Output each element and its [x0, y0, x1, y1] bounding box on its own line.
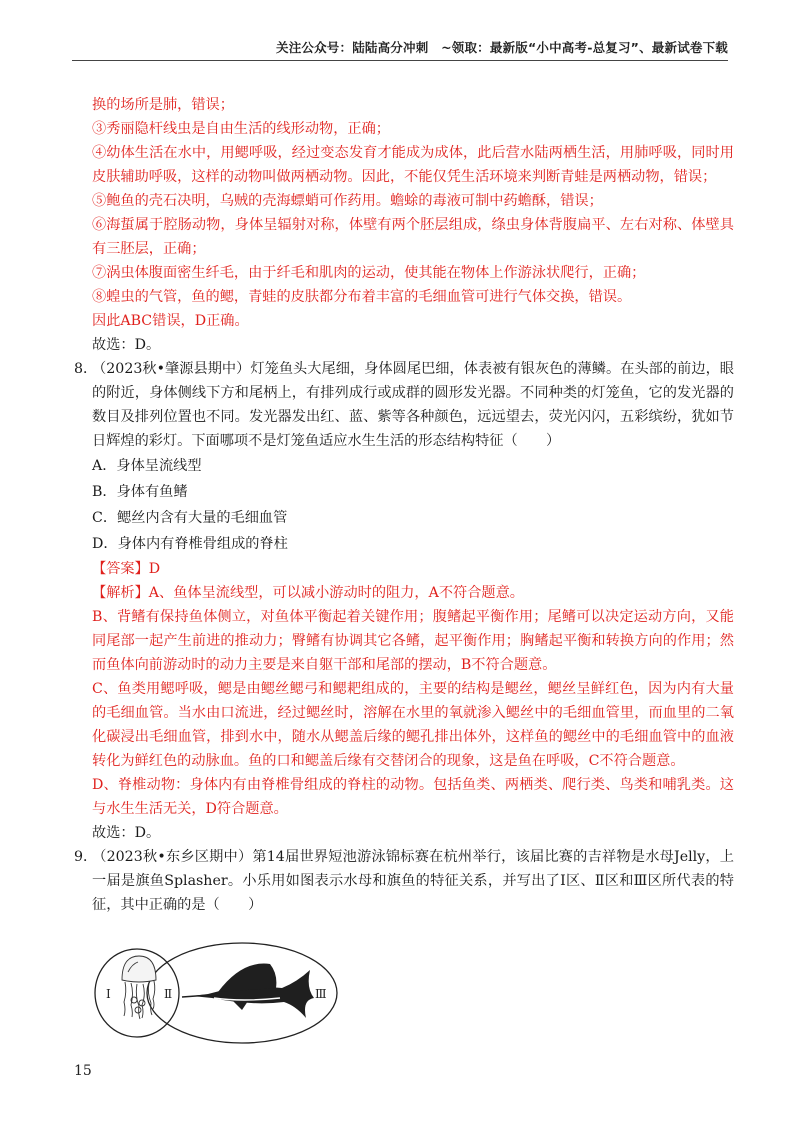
analysis-line: D、脊椎动物：身体内有由脊椎骨组成的脊柱的动物。包括鱼类、两栖类、爬行类、鸟类和哺乳类。这 — [92, 777, 734, 793]
analysis-line: 与水生生活无关，D符合题意。 — [92, 801, 288, 817]
option-d: D．身体内有脊椎骨组成的脊柱 — [92, 536, 288, 552]
q7-analysis-tail — [74, 93, 734, 333]
analysis-line: 转化为鲜红色的动脉血。鱼的口和鳃盖后缘有交替闭合的现象，这是鱼在呼吸，C不符合题意。 — [92, 753, 685, 769]
analysis-line: ⑦涡虫体腹面密生纤毛，由于纤毛和肌肉的运动，使其能在物体上作游泳状爬行，正确； — [92, 265, 646, 281]
sailfish-icon — [182, 964, 314, 1018]
analysis-line: 换的场所是肺，错误； — [92, 97, 234, 113]
analysis-line: ④幼体生活在水中，用鳃呼吸，经过变态发育才能成为成体，此后营水陆两栖生活，用肺呼吸，同时用 — [92, 145, 734, 161]
question-stem-line: （2023秋•肇源县期中）灯笼鱼头大尾细，身体圆尾巴细，体表被有银灰色的薄鳞。在头部的前边，眼 — [92, 361, 734, 377]
analysis-line: C、鱼类用鳃呼吸，鳃是由鳃丝鳃弓和鳃耙组成的，主要的结构是鳃丝，鳃丝呈鲜红色，因为内有大量 — [92, 681, 734, 697]
question-8 — [74, 357, 734, 453]
q7-choice: 故选：D。 — [92, 337, 161, 353]
answer-line — [74, 557, 734, 581]
region-label-3: Ⅲ — [315, 987, 327, 1001]
analysis-line: 有三胚层，正确； — [92, 241, 206, 257]
analysis-line: 皮肤辅助呼吸，这样的动物叫做两栖动物。因此，不能仅凭生活环境来判断青蛙是两栖动物，错误； — [92, 169, 717, 185]
region-label-1: Ⅰ — [106, 987, 111, 1001]
header-divider — [72, 60, 728, 61]
question-stem-line: （2023秋•东乡区期中）第14届世界短池游泳锦标赛在杭州举行，该届比赛的吉祥物是水母Jelly，上 — [92, 849, 734, 865]
analysis-line: 化碳浸出毛细血管，排到水中，随水从鳃盖后缘的鳃孔排出体外，这样鱼的鳃丝中的毛细血管中的血液 — [92, 729, 734, 745]
analysis-line: ⑥海蜇属于腔肠动物，身体呈辐射对称，体壁有两个胚层组成，绦虫身体背腹扁平、左右对称、体壁具 — [92, 217, 734, 233]
question-9 — [74, 845, 734, 917]
analysis-line: B、背鳍有保持鱼体侧立，对鱼体平衡起着关键作用；腹鳍起平衡作用；尾鳍可以决定运动方向，又能 — [92, 609, 734, 625]
option-b: B．身体有鱼鳍 — [92, 484, 188, 500]
question-number: 8． — [74, 361, 98, 377]
question-stem-line: 征，其中正确的是（ ） — [92, 897, 263, 913]
page-content — [74, 93, 734, 917]
question-stem-line: 数目及排列位置也不同。发光器发出红、蓝、紫等各种颜色，远远望去，荧光闪闪，五彩缤纷，犹如节 — [92, 409, 734, 425]
page-header: 关注公众号：陆陆高分冲刺 ~领取：最新版“小中高考-总复习”、最新试卷下载 — [276, 40, 728, 55]
analysis-line: 而鱼体向前游动时的动力主要是来自躯干部和尾部的摆动，B不符合题意。 — [92, 657, 557, 673]
analysis-line: ⑧蝗虫的气管，鱼的鳃，青蛙的皮肤都分布着丰富的毛细血管可进行气体交换，错误。 — [92, 289, 632, 305]
option-a: A．身体呈流线型 — [92, 458, 202, 474]
question-stem-line: 一届是旗鱼Splasher。小乐用如图表示水母和旗鱼的特征关系，并写出了Ⅰ区、Ⅱ区和Ⅲ区所代表的特 — [92, 873, 734, 889]
analysis-line: 因此ABC错误，D正确。 — [92, 313, 249, 329]
analysis-tag: 【解析】 — [92, 585, 149, 601]
answer-value: D — [148, 561, 161, 577]
analysis-line: A、鱼体呈流线型，可以减小游动时的阻力，A不符合题意。 — [148, 585, 524, 601]
q8-choice: 故选：D。 — [92, 825, 161, 841]
page-number: 15 — [74, 1063, 92, 1079]
option-c: C．鳃丝内含有大量的毛细血管 — [92, 510, 288, 526]
analysis-line: ③秀丽隐杆线虫是自由生活的线形动物，正确； — [92, 121, 390, 137]
q8-analysis — [74, 581, 734, 821]
question-stem-line: 的附近，身体侧线下方和尾柄上，有排列成行或成群的圆形发光器。不同种类的灯笼鱼，它的发光器的 — [92, 385, 734, 401]
answer-tag: 【答案】 — [92, 561, 149, 577]
analysis-line: ⑤鲍鱼的壳石决明，乌贼的壳海螵蛸可作药用。蟾蜍的毒液可制中药蟾酥，错误； — [92, 193, 603, 209]
venn-diagram-figure — [92, 940, 342, 1046]
jellyfish-icon — [122, 956, 156, 1019]
analysis-line: 同尾部一起产生前进的推动力；臀鳍有协调其它各鳍，起平衡作用；胸鳍起平衡和转换方向的作用；然 — [92, 633, 734, 649]
question-number: 9． — [74, 849, 98, 865]
analysis-line: 的毛细血管。当水由口流进，经过鳃丝时，溶解在水里的氧就渗入鳃丝中的毛细血管里，而血里的二氧 — [92, 705, 734, 721]
region-label-2: Ⅱ — [164, 987, 173, 1001]
question-stem-line: 日辉煌的彩灯。下面哪项不是灯笼鱼适应水生生活的形态结构特征（ ） — [92, 433, 561, 449]
